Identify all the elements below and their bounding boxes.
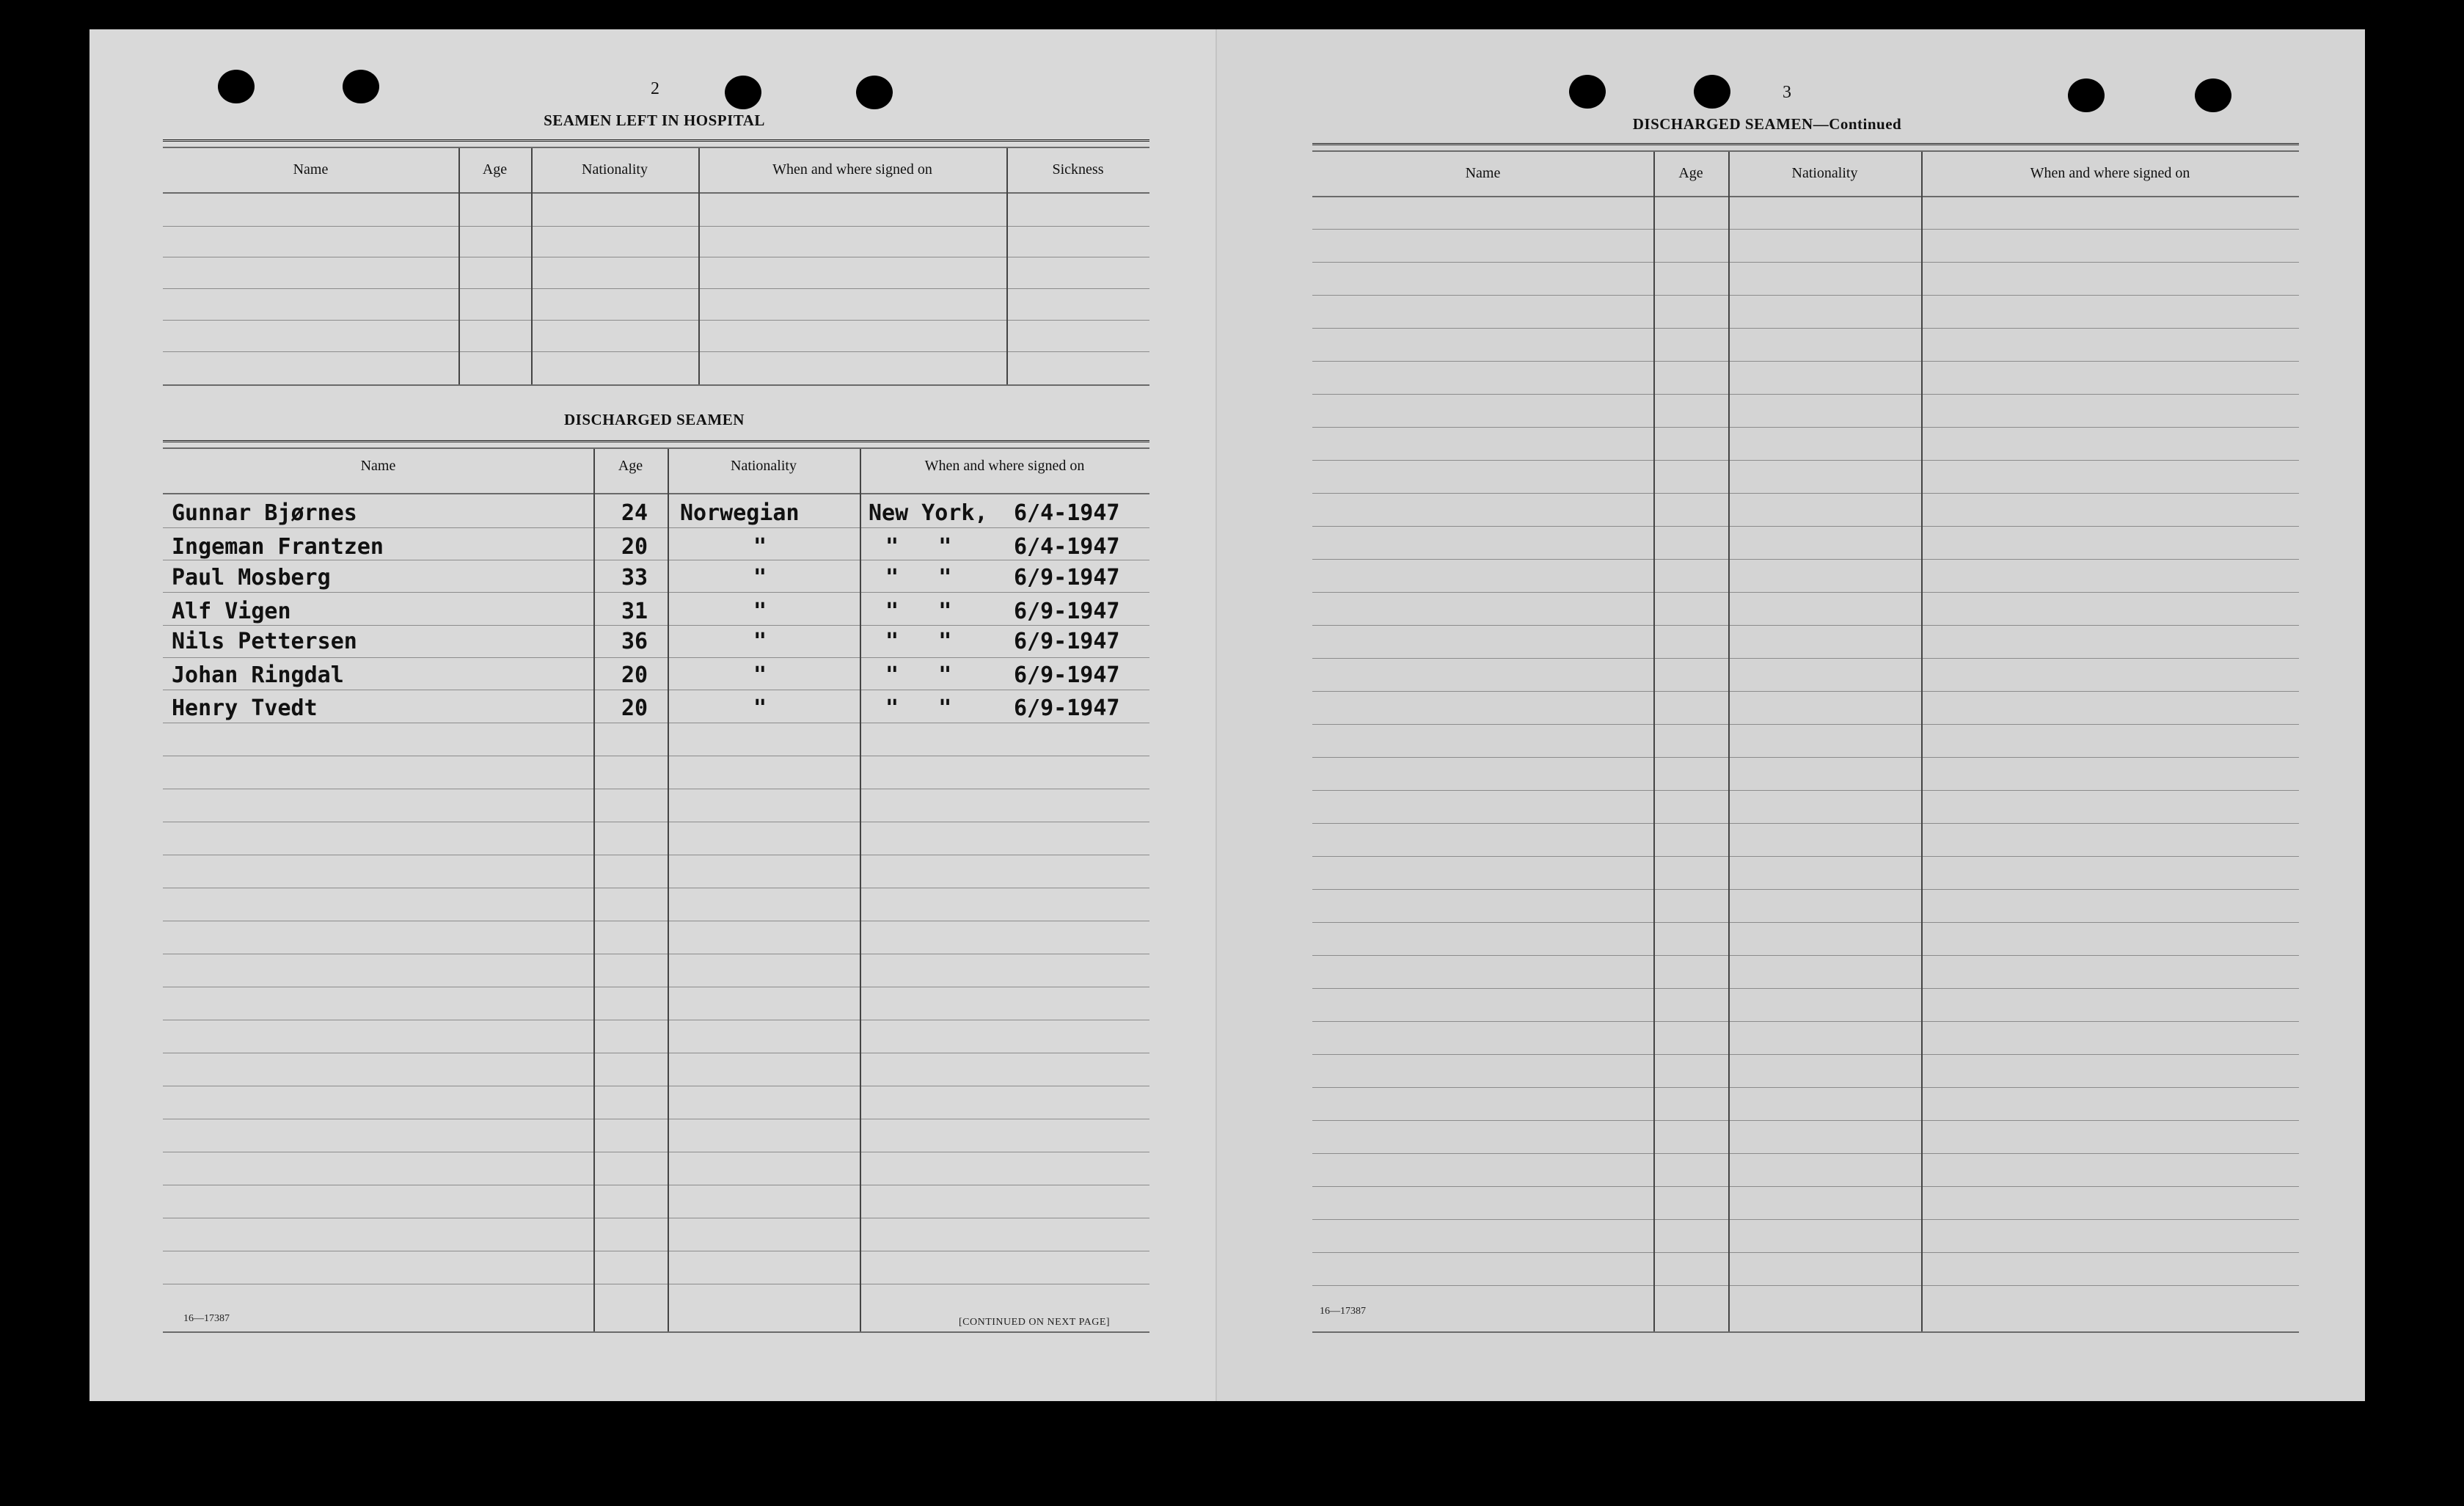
column-divider xyxy=(1653,152,1655,1331)
seaman-nationality: Norwegian xyxy=(680,500,800,526)
punch-hole xyxy=(856,76,893,109)
punch-hole xyxy=(2195,78,2231,112)
seaman-name: Paul Mosberg xyxy=(172,565,331,591)
continued-suffix: —Continued xyxy=(1813,115,1902,133)
seaman-nationality: " xyxy=(753,695,767,721)
column-divider xyxy=(458,148,460,384)
table-rule xyxy=(163,657,1149,658)
seaman-name: Nils Pettersen xyxy=(172,629,357,654)
column-divider xyxy=(1006,148,1008,384)
seaman-name: Gunnar Bjørnes xyxy=(172,500,357,526)
table-rule xyxy=(1312,1219,2299,1220)
page-number: 2 xyxy=(651,79,659,98)
table-rule xyxy=(1312,757,2299,758)
column-header-sickness: Sickness xyxy=(1052,161,1104,178)
signed-on-date: 6/9-1947 xyxy=(1014,565,1120,591)
table-rule xyxy=(1312,658,2299,659)
table-rule xyxy=(163,320,1149,321)
column-header-signed-on: When and where signed on xyxy=(924,458,1085,474)
signed-on-date: 6/9-1947 xyxy=(1014,695,1120,721)
seaman-nationality: " xyxy=(753,599,767,624)
discharged-continued-title xyxy=(1584,115,1951,134)
seaman-age: 20 xyxy=(621,695,648,721)
form-code: 16—17387 xyxy=(183,1313,230,1324)
table-rule xyxy=(163,351,1149,352)
seaman-name: Alf Vigen xyxy=(172,599,291,624)
page-left xyxy=(89,29,1215,1401)
column-header-nationality: Nationality xyxy=(731,458,797,474)
seaman-name: Henry Tvedt xyxy=(172,695,318,721)
table-rule xyxy=(1312,889,2299,890)
signed-on-place: " " xyxy=(885,662,952,688)
signed-on-place: " " xyxy=(885,695,952,721)
table-rule xyxy=(1312,526,2299,527)
punch-hole xyxy=(218,70,255,103)
signed-on-date: 6/9-1947 xyxy=(1014,662,1120,688)
table-rule xyxy=(1312,328,2299,329)
table-rule xyxy=(1312,1252,2299,1253)
punch-hole xyxy=(343,70,379,103)
signed-on-date: 6/9-1947 xyxy=(1014,629,1120,654)
signed-on-place: " " xyxy=(885,629,952,654)
table-rule xyxy=(1312,150,2299,152)
table-rule xyxy=(1312,559,2299,560)
seaman-nationality: " xyxy=(753,629,767,654)
table-rule xyxy=(1312,1331,2299,1333)
table-rule xyxy=(1312,1285,2299,1286)
signed-on-place: " " xyxy=(885,565,952,591)
continued-note: [CONTINUED ON NEXT PAGE] xyxy=(959,1317,1111,1328)
signed-on-place: " " xyxy=(885,534,952,560)
punch-hole xyxy=(1694,75,1730,109)
page-number: 3 xyxy=(1783,83,1791,102)
signed-on-date: 6/4-1947 xyxy=(1014,500,1120,526)
table-rule xyxy=(1312,922,2299,923)
table-rule xyxy=(1312,790,2299,791)
table-rule xyxy=(1312,1054,2299,1055)
hospital-section-title: SEAMEN LEFT IN HOSPITAL xyxy=(544,112,765,129)
table-rule xyxy=(1312,625,2299,626)
seaman-nationality: " xyxy=(753,565,767,591)
table-rule xyxy=(1312,196,2299,197)
column-header-age: Age xyxy=(618,458,643,474)
discharged-section-title: DISCHARGED SEAMEN xyxy=(564,411,745,428)
table-rule xyxy=(1312,427,2299,428)
column-header-signed-on: When and where signed on xyxy=(772,161,932,178)
table-rule xyxy=(163,440,1149,445)
table-rule xyxy=(1312,955,2299,956)
page-right xyxy=(1215,29,2365,1401)
table-rule xyxy=(1312,262,2299,263)
punch-hole xyxy=(1569,75,1606,109)
table-rule xyxy=(1312,1087,2299,1088)
column-divider xyxy=(698,148,700,384)
form-code: 16—17387 xyxy=(1320,1306,1366,1317)
table-rule xyxy=(163,493,1149,494)
seaman-age: 20 xyxy=(621,534,648,560)
seaman-age: 33 xyxy=(621,565,648,591)
table-rule xyxy=(1312,1186,2299,1187)
column-divider xyxy=(860,449,861,1331)
column-divider xyxy=(668,449,669,1331)
column-header-nationality: Nationality xyxy=(582,161,648,178)
column-divider xyxy=(1921,152,1923,1331)
table-rule xyxy=(1312,295,2299,296)
table-rule xyxy=(163,288,1149,289)
seaman-name: Johan Ringdal xyxy=(172,662,344,688)
table-rule xyxy=(1312,229,2299,230)
table-rule xyxy=(1312,493,2299,494)
table-rule xyxy=(1312,592,2299,593)
table-rule xyxy=(163,1331,1149,1333)
seaman-age: 24 xyxy=(621,500,648,526)
column-divider xyxy=(1728,152,1730,1331)
table-rule xyxy=(163,625,1149,626)
table-rule xyxy=(163,527,1149,528)
table-rule xyxy=(1312,724,2299,725)
table-rule xyxy=(1312,460,2299,461)
table-rule xyxy=(1312,143,2299,147)
punch-hole xyxy=(2068,78,2105,112)
signed-on-date: 6/9-1947 xyxy=(1014,599,1120,624)
seaman-name: Ingeman Frantzen xyxy=(172,534,384,560)
seaman-nationality: " xyxy=(753,534,767,560)
column-header-nationality: Nationality xyxy=(1791,165,1858,181)
discharged-title-text: DISCHARGED SEAMEN xyxy=(1632,115,1813,133)
signed-on-place: New York, xyxy=(869,500,988,526)
table-rule xyxy=(1312,1120,2299,1121)
discharged-table xyxy=(163,440,1149,1342)
column-divider xyxy=(593,449,595,1331)
table-rule xyxy=(1312,988,2299,989)
table-rule xyxy=(1312,856,2299,857)
signed-on-place: " " xyxy=(885,599,952,624)
column-divider xyxy=(531,148,533,384)
column-header-age: Age xyxy=(1678,165,1703,181)
column-header-signed-on: When and where signed on xyxy=(2030,165,2190,181)
hospital-table xyxy=(163,139,1149,417)
document-paper xyxy=(89,29,2364,1401)
table-rule xyxy=(163,147,1149,148)
seaman-age: 31 xyxy=(621,599,648,624)
seaman-age: 20 xyxy=(621,662,648,688)
seaman-age: 36 xyxy=(621,629,648,654)
column-header-age: Age xyxy=(482,161,508,178)
table-rule xyxy=(163,226,1149,227)
seaman-nationality: " xyxy=(753,662,767,688)
table-rule xyxy=(1312,691,2299,692)
table-rule xyxy=(1312,361,2299,362)
column-header-name: Name xyxy=(1465,165,1501,181)
column-header-name: Name xyxy=(293,161,329,178)
table-rule xyxy=(1312,823,2299,824)
table-rule xyxy=(1312,394,2299,395)
punch-hole xyxy=(725,76,761,109)
table-rule xyxy=(163,592,1149,593)
signed-on-date: 6/4-1947 xyxy=(1014,534,1120,560)
table-rule xyxy=(1312,1153,2299,1154)
discharged-continued-table xyxy=(1312,143,2299,1342)
table-rule xyxy=(163,139,1149,144)
table-rule xyxy=(163,384,1149,386)
column-header-name: Name xyxy=(360,458,396,474)
table-rule xyxy=(163,447,1149,449)
table-rule xyxy=(163,192,1149,194)
table-rule xyxy=(1312,1021,2299,1022)
